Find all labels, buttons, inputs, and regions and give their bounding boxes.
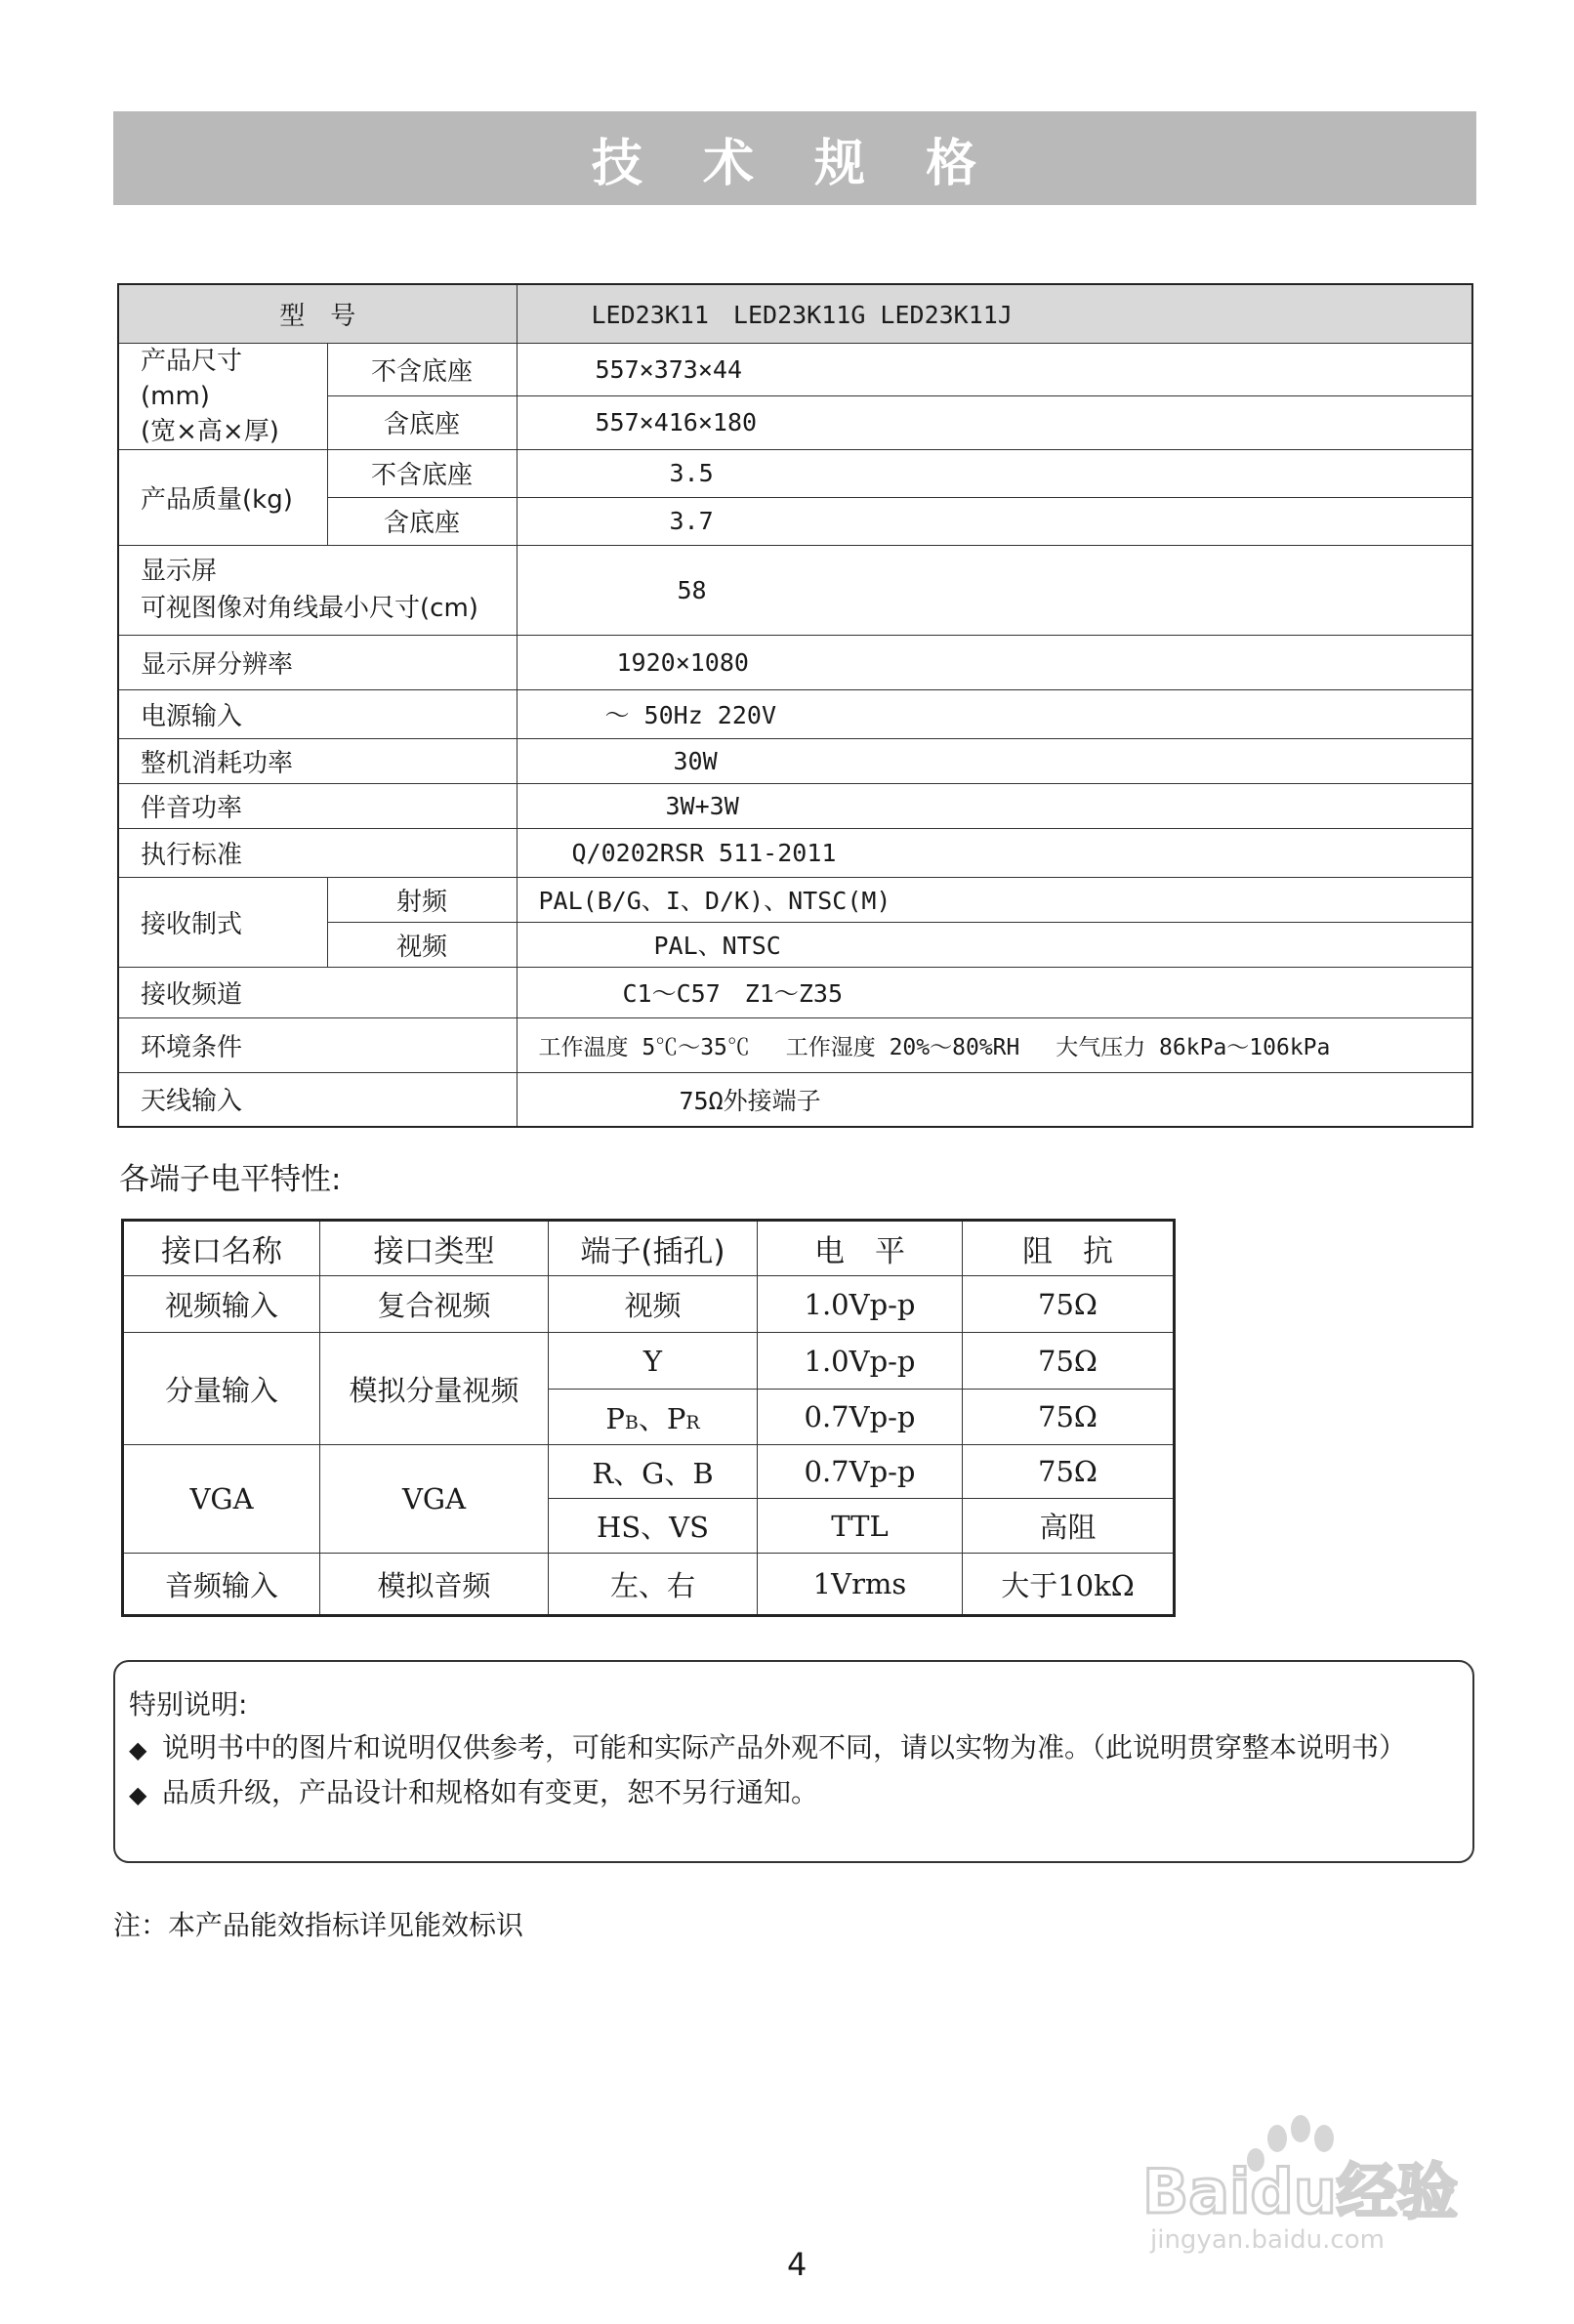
channel-label: 接收频道: [118, 967, 517, 1017]
pb-main: P: [605, 1401, 625, 1435]
spec-row-channel: [118, 967, 1472, 1017]
spec-row-power-consumption: [118, 738, 1472, 783]
video-input-level: 1.0Vp-p: [758, 1276, 963, 1333]
watermark-url: jingyan.baidu.com: [1150, 2225, 1385, 2255]
environment-label: 环境条件: [118, 1017, 517, 1072]
audio-input-jack: 左、右: [549, 1554, 758, 1616]
rf-label: 射频: [327, 877, 517, 922]
pbpr-jack: [549, 1390, 758, 1445]
spec-row-rf: [118, 877, 1472, 922]
note-text-1: 说明书中的图片和说明仅供参考，可能和实际产品外观不同，请以实物为准。（此说明贯穿整本说明书）: [162, 1731, 1407, 1764]
power-input-label: 电源输入: [118, 689, 517, 738]
note-text-2: 品质升级，产品设计和规格如有变更，恕不另行通知。: [162, 1776, 819, 1808]
header-interface-name: 接口名称: [123, 1221, 320, 1276]
screen-label-line2: 可视图像对角线最小尺寸(cm): [141, 594, 478, 623]
level-table: [121, 1219, 1176, 1617]
rf-value: PAL(B/G、I、D/K)、NTSC(M): [517, 877, 1472, 922]
audio-input-name: 音频输入: [123, 1554, 320, 1616]
audio-power-value: 3W+3W: [517, 783, 1472, 828]
spec-row-standard: [118, 828, 1472, 877]
footnote: 注：本产品能效指标详见能效标识: [113, 1909, 524, 1941]
spec-row-antenna: [118, 1072, 1472, 1127]
video-input-name: 视频输入: [123, 1276, 320, 1333]
size-without-base-label: 不含底座: [327, 343, 517, 396]
size-with-base-label: 含底座: [327, 396, 517, 450]
audio-input-impedance: 大于10kΩ: [963, 1554, 1175, 1616]
note-item: [129, 1771, 1459, 1816]
channel-value: C1～C57 Z1～Z35: [517, 967, 1472, 1017]
spec-row-audio-power: [118, 783, 1472, 828]
antenna-value: 75Ω外接端子: [517, 1072, 1472, 1127]
spec-row-model: [118, 284, 1472, 343]
power-consumption-label: 整机消耗功率: [118, 738, 517, 783]
size-without-base-value: 557×373×44: [517, 343, 1472, 396]
size-with-base-value: 557×416×180: [517, 396, 1472, 450]
pbpr-level: 0.7Vp-p: [758, 1390, 963, 1445]
y-impedance: 75Ω: [963, 1333, 1175, 1390]
level-row-video: [123, 1276, 1175, 1333]
pr-sub: R: [685, 1411, 700, 1433]
note-item: [129, 1726, 1459, 1771]
y-level: 1.0Vp-p: [758, 1333, 963, 1390]
model-label: 型 号: [118, 284, 517, 343]
baidu-watermark: [1133, 2109, 1504, 2256]
mass-without-base-label: 不含底座: [327, 449, 517, 497]
environment-value: 工作温度 5℃～35℃ 工作湿度 20%～80%RH 大气压力 86kPa～106kPa: [517, 1017, 1472, 1072]
size-label: [118, 343, 327, 449]
spec-row-mass: [118, 449, 1472, 497]
vga-type: VGA: [320, 1445, 549, 1554]
notes-title: 特别说明:: [129, 1688, 248, 1721]
power-input-value: ～ 50Hz 220V: [517, 689, 1472, 738]
video-label: 视频: [327, 922, 517, 967]
sync-jack: HS、VS: [549, 1499, 758, 1554]
standard-value: Q/0202RSR 511-2011: [517, 828, 1472, 877]
notes-box: [113, 1660, 1474, 1863]
title-bar: [113, 111, 1476, 205]
page-title: 技 术 规 格: [591, 134, 999, 193]
antenna-label: 天线输入: [118, 1072, 517, 1127]
reception-label: 接收制式: [118, 877, 327, 967]
rgb-impedance: 75Ω: [963, 1445, 1175, 1499]
video-input-impedance: 75Ω: [963, 1276, 1175, 1333]
header-terminal: 端子(插孔): [549, 1221, 758, 1276]
resolution-label: 显示屏分辨率: [118, 635, 517, 689]
component-input-type: 模拟分量视频: [320, 1333, 549, 1445]
video-input-type: 复合视频: [320, 1276, 549, 1333]
level-heading: 各端子电平特性:: [119, 1162, 342, 1197]
diamond-bullet-icon: ◆: [129, 1736, 147, 1764]
level-row-audio: [123, 1554, 1175, 1616]
spec-row-resolution: [118, 635, 1472, 689]
spec-table: [117, 283, 1473, 1128]
mass-label: 产品质量(kg): [118, 449, 327, 545]
spec-row-size: [118, 343, 1472, 396]
mass-with-base-value: 3.7: [517, 497, 1472, 545]
mass-with-base-label: 含底座: [327, 497, 517, 545]
page-number: 4: [787, 2246, 808, 2283]
watermark-brand: Baidu经验: [1142, 2156, 1458, 2227]
screen-label: [118, 545, 517, 635]
video-value: PAL、NTSC: [517, 922, 1472, 967]
resolution-value: 1920×1080: [517, 635, 1472, 689]
rgb-jack: R、G、B: [549, 1445, 758, 1499]
screen-value: 58: [517, 545, 1472, 635]
level-row-vga-rgb: [123, 1445, 1175, 1499]
component-input-name: 分量输入: [123, 1333, 320, 1445]
pr-sep: 、P: [638, 1401, 686, 1435]
level-row-component-y: [123, 1333, 1175, 1390]
header-impedance: 阻 抗: [963, 1221, 1175, 1276]
sync-level: TTL: [758, 1499, 963, 1554]
audio-input-type: 模拟音频: [320, 1554, 549, 1616]
spec-row-power-input: [118, 689, 1472, 738]
size-label-line2: (宽×高×厚): [141, 416, 279, 446]
standard-label: 执行标准: [118, 828, 517, 877]
level-header-row: [123, 1221, 1175, 1276]
header-level: 电 平: [758, 1221, 963, 1276]
mass-without-base-value: 3.5: [517, 449, 1472, 497]
model-value: LED23K11 LED23K11G LED23K11J: [517, 284, 1472, 343]
audio-power-label: 伴音功率: [118, 783, 517, 828]
pb-sub: B: [624, 1411, 639, 1433]
rgb-level: 0.7Vp-p: [758, 1445, 963, 1499]
power-consumption-value: 30W: [517, 738, 1472, 783]
y-jack: Y: [549, 1333, 758, 1390]
spec-row-environment: [118, 1017, 1472, 1072]
vga-name: VGA: [123, 1445, 320, 1554]
screen-label-line1: 显示屏: [141, 557, 218, 586]
size-label-line1: 产品尺寸(mm): [141, 346, 243, 411]
audio-input-level: 1Vrms: [758, 1554, 963, 1616]
sync-impedance: 高阻: [963, 1499, 1175, 1554]
video-input-jack: 视频: [549, 1276, 758, 1333]
pbpr-impedance: 75Ω: [963, 1390, 1175, 1445]
diamond-bullet-icon: ◆: [129, 1781, 147, 1808]
spec-row-screen: [118, 545, 1472, 635]
header-interface-type: 接口类型: [320, 1221, 549, 1276]
